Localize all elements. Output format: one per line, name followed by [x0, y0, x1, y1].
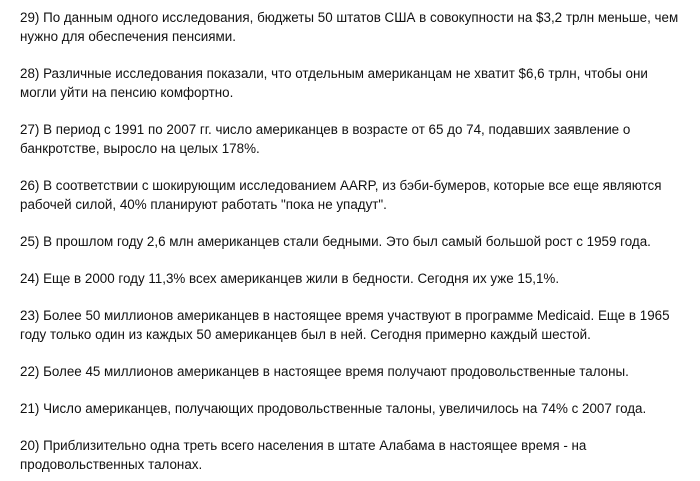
fact-22-paragraph: 22) Более 45 миллионов американцев в настоящее время получают продовольственные талоны.: [20, 364, 629, 379]
fact-24-paragraph: 24) Еще в 2000 году 11,3% всех американцев жили в бедности. Сегодня их уже 15,1%.: [20, 271, 560, 286]
fact-26-paragraph: 26) В соответствии с шокирующим исследованием AARP, из бэби-бумеров, которые все еще являются рабочей силой, 40% планируют работать "пока не упадут".: [20, 178, 662, 212]
fact-20-paragraph: 20) Приблизительно одна треть всего населения в штате Алабама в настоящее время - на продовольственных талонах.: [20, 438, 587, 472]
fact-21-paragraph: 21) Число американцев, получающих продовольственные талоны, увеличилось на 74% с 2007 года.: [20, 401, 647, 416]
fact-25-paragraph: 25) В прошлом году 2,6 млн американцев стали бедными. Это был самый большой рост с 1959 года.: [20, 234, 651, 249]
fact-23-paragraph: 23) Более 50 миллионов американцев в настоящее время участвуют в программе Medicaid. Еще в 1965 году только один из каждых 50 американцев был в ней. Сегодня примерно каждый шестой.: [20, 308, 670, 342]
fact-29-paragraph: 29) По данным одного исследования, бюджеты 50 штатов США в совокупности на $3,2 трлн меньше, чем нужно для обеспечения пенсиями.: [20, 10, 679, 44]
document-body: [20, 8, 685, 474]
fact-28-paragraph: 28) Различные исследования показали, что отдельным американцам не хватит $6,6 трлн, чтобы они могли уйти на пенсию комфортно.: [20, 66, 648, 100]
fact-27-paragraph: 27) В период с 1991 по 2007 гг. число американцев в возрасте от 65 до 74, подавших заявление о банкротстве, выросло на целых 178%.: [20, 122, 631, 156]
